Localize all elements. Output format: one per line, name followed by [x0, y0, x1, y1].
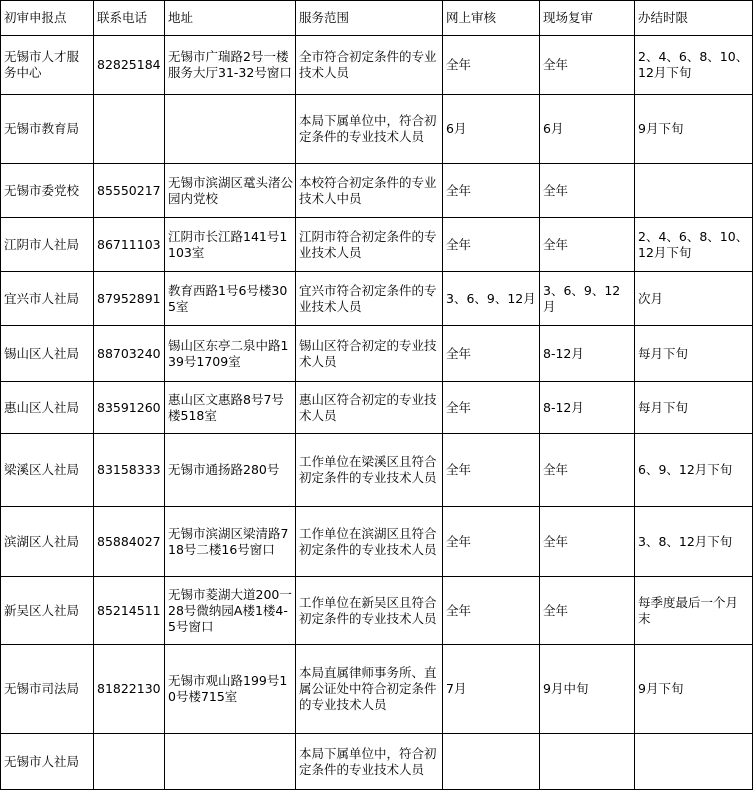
service-scope-cell: 江阴市符合初定条件的专业技术人员: [296, 218, 443, 272]
completion-time-cell: [635, 164, 753, 218]
onsite-review-cell: [540, 734, 635, 790]
review-point-cell: 江阴市人社局: [1, 218, 94, 272]
phone-cell: 85550217: [94, 164, 165, 218]
col-header-address: 地址: [165, 1, 296, 36]
service-scope-cell: 宜兴市符合初定条件的专业技术人员: [296, 272, 443, 326]
online-review-cell: 全年: [443, 434, 540, 507]
online-review-cell: 全年: [443, 36, 540, 95]
col-header-phone: 联系电话: [94, 1, 165, 36]
onsite-review-cell: 8-12月: [540, 326, 635, 382]
service-scope-cell: 本局下属单位中，符合初定条件的专业技术人员: [296, 95, 443, 164]
phone-cell: [94, 95, 165, 164]
phone-cell: 83158333: [94, 434, 165, 507]
phone-cell: 83591260: [94, 382, 165, 434]
onsite-review-cell: 全年: [540, 36, 635, 95]
completion-time-cell: 每月下旬: [635, 326, 753, 382]
address-cell: 教育西路1号6号楼305室: [165, 272, 296, 326]
address-cell: 无锡市广瑞路2号一楼服务大厅31-32号窗口: [165, 36, 296, 95]
service-scope-cell: 工作单位在新吴区且符合初定条件的专业技术人员: [296, 577, 443, 645]
review-point-cell: 滨湖区人社局: [1, 507, 94, 577]
onsite-review-cell: 6月: [540, 95, 635, 164]
review-point-cell: 新吴区人社局: [1, 577, 94, 645]
col-header-onsite-review: 现场复审: [540, 1, 635, 36]
address-cell: 江阴市长江路141号1103室: [165, 218, 296, 272]
review-point-cell: 无锡市人才服务中心: [1, 36, 94, 95]
review-point-cell: 宜兴市人社局: [1, 272, 94, 326]
online-review-cell: 全年: [443, 218, 540, 272]
review-point-cell: 无锡市教育局: [1, 95, 94, 164]
completion-time-cell: 每季度最后一个月末: [635, 577, 753, 645]
table-row: [1, 434, 753, 507]
onsite-review-cell: 全年: [540, 434, 635, 507]
onsite-review-cell: 全年: [540, 218, 635, 272]
onsite-review-cell: 全年: [540, 577, 635, 645]
phone-cell: 86711103: [94, 218, 165, 272]
address-cell: 惠山区文惠路8号7号楼518室: [165, 382, 296, 434]
address-cell: 无锡市滨湖区鼋头渚公园内党校: [165, 164, 296, 218]
col-header-completion-time: 办结时限: [635, 1, 753, 36]
table-row: [1, 36, 753, 95]
col-header-online-review: 网上审核: [443, 1, 540, 36]
completion-time-cell: 3、8、12月下旬: [635, 507, 753, 577]
table-row: [1, 218, 753, 272]
table-row: [1, 577, 753, 645]
review-point-cell: 无锡市委党校: [1, 164, 94, 218]
service-scope-cell: 本局直属律师事务所、直属公证处中符合初定条件的专业技术人员: [296, 645, 443, 734]
address-cell: [165, 734, 296, 790]
service-scope-cell: 本局下属单位中，符合初定条件的专业技术人员: [296, 734, 443, 790]
review-point-cell: 无锡市人社局: [1, 734, 94, 790]
online-review-cell: 全年: [443, 382, 540, 434]
phone-cell: 85214511: [94, 577, 165, 645]
address-cell: 无锡市通扬路280号: [165, 434, 296, 507]
table-row: [1, 272, 753, 326]
table-row: [1, 326, 753, 382]
review-point-cell: 梁溪区人社局: [1, 434, 94, 507]
online-review-cell: [443, 734, 540, 790]
onsite-review-cell: 全年: [540, 164, 635, 218]
completion-time-cell: 9月下旬: [635, 645, 753, 734]
address-cell: 无锡市滨湖区梁清路718号二楼16号窗口: [165, 507, 296, 577]
online-review-cell: 7月: [443, 645, 540, 734]
completion-time-cell: 2、4、6、8、10、12月下旬: [635, 36, 753, 95]
col-header-review-point: 初审申报点: [1, 1, 94, 36]
table-row: [1, 734, 753, 790]
completion-time-cell: 2、4、6、8、10、12月下旬: [635, 218, 753, 272]
table-body: [1, 36, 753, 790]
phone-cell: [94, 734, 165, 790]
onsite-review-cell: 8-12月: [540, 382, 635, 434]
completion-time-cell: 9月下旬: [635, 95, 753, 164]
service-scope-cell: 本校符合初定条件的专业技术人中员: [296, 164, 443, 218]
completion-time-cell: 次月: [635, 272, 753, 326]
table-row: [1, 164, 753, 218]
online-review-cell: 全年: [443, 577, 540, 645]
online-review-cell: 全年: [443, 164, 540, 218]
table-row: [1, 95, 753, 164]
online-review-cell: 全年: [443, 507, 540, 577]
completion-time-cell: 每月下旬: [635, 382, 753, 434]
phone-cell: 81822130: [94, 645, 165, 734]
online-review-cell: 全年: [443, 326, 540, 382]
online-review-cell: 6月: [443, 95, 540, 164]
review-point-cell: 惠山区人社局: [1, 382, 94, 434]
phone-cell: 82825184: [94, 36, 165, 95]
service-scope-cell: 全市符合初定条件的专业技术人员: [296, 36, 443, 95]
table-row: [1, 645, 753, 734]
header-row: [1, 1, 753, 36]
review-point-cell: 锡山区人社局: [1, 326, 94, 382]
completion-time-cell: [635, 734, 753, 790]
completion-time-cell: 6、9、12月下旬: [635, 434, 753, 507]
address-cell: 锡山区东亭二泉中路139号1709室: [165, 326, 296, 382]
address-cell: 无锡市菱湖大道200一28号微纳园A楼1楼4-5号窗口: [165, 577, 296, 645]
phone-cell: 88703240: [94, 326, 165, 382]
service-scope-cell: 工作单位在滨湖区且符合初定条件的专业技术人员: [296, 507, 443, 577]
col-header-service-scope: 服务范围: [296, 1, 443, 36]
review-point-cell: 无锡市司法局: [1, 645, 94, 734]
service-scope-cell: 锡山区符合初定的专业技术人员: [296, 326, 443, 382]
phone-cell: 87952891: [94, 272, 165, 326]
address-cell: 无锡市观山路199号10号楼715室: [165, 645, 296, 734]
onsite-review-cell: 3、6、9、12月: [540, 272, 635, 326]
onsite-review-cell: 9月中旬: [540, 645, 635, 734]
service-scope-cell: 惠山区符合初定的专业技术人员: [296, 382, 443, 434]
address-cell: [165, 95, 296, 164]
online-review-cell: 3、6、9、12月: [443, 272, 540, 326]
table-row: [1, 507, 753, 577]
service-scope-cell: 工作单位在梁溪区且符合初定条件的专业技术人员: [296, 434, 443, 507]
phone-cell: 85884027: [94, 507, 165, 577]
table-row: [1, 382, 753, 434]
onsite-review-cell: 全年: [540, 507, 635, 577]
